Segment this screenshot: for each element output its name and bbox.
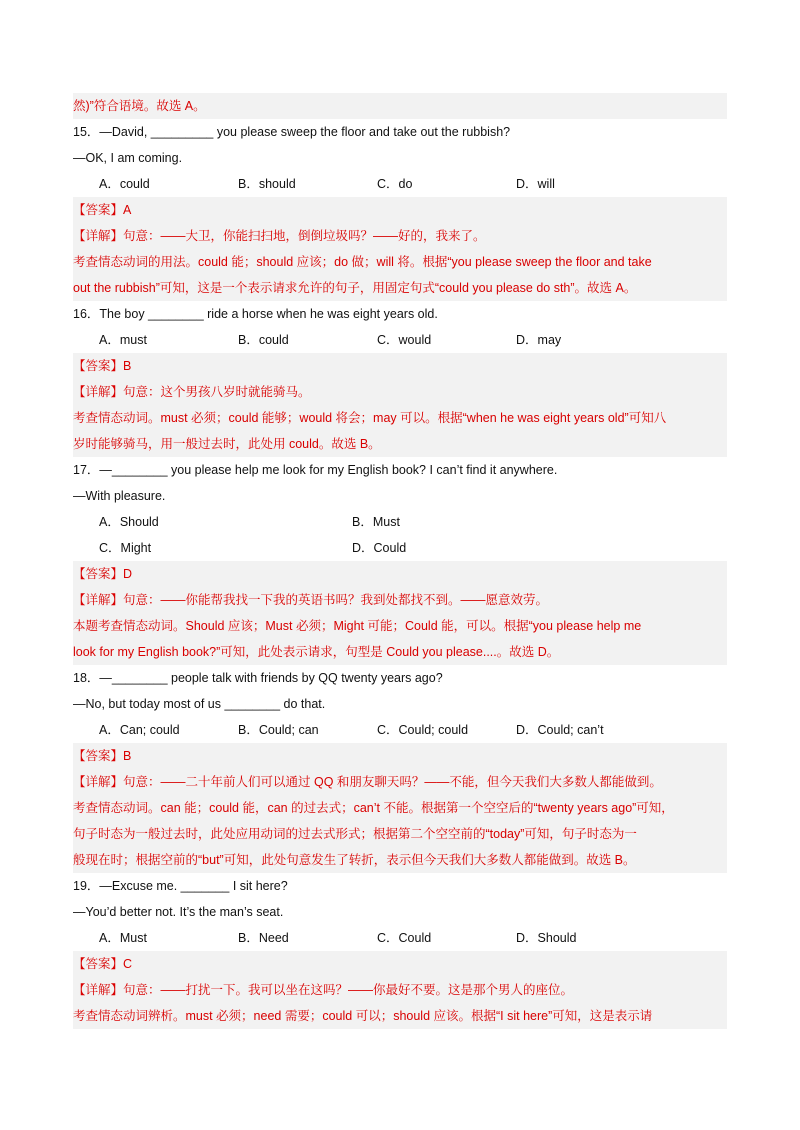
option-c: C．Could xyxy=(377,931,432,945)
option-d: D．Could; can’t xyxy=(516,723,604,737)
question-19-reply: —You’d better not. It’s the man’s seat. xyxy=(73,905,284,919)
question-17-answer: 【答案】D xyxy=(73,561,727,587)
question-16-detail-line: 【详解】句意：这个男孩八岁时就能骑马。 xyxy=(73,379,727,405)
question-15-options xyxy=(73,171,727,197)
option-a: A．Can; could xyxy=(99,723,180,737)
option-c: C．Could; could xyxy=(377,723,469,737)
question-17-detail-line: look for my English book?”可知，此处表示请求，句型是 Could you please....。故选 D。 xyxy=(73,639,727,665)
question-18-detail-line: 般现在时；根据空前的“but”可知，此处句意发生了转折，表示但今天我们大多数人都能做到。故选 B。 xyxy=(73,847,727,873)
question-17-detail-line: 本题考查情态动词。Should 应该；Must 必须；Might 可能；Could 能，可以。根据“you please help me xyxy=(73,613,727,639)
question-18-detail-line: 考查情态动词。can 能；could 能，can 的过去式；can’t 不能。根据第一个空空后的“twenty years ago”可知， xyxy=(73,795,727,821)
question-18-detail-line: 句子时态为一般过去时，此处应用动词的过去式形式；根据第二个空空前的“today”可知，句子时态为一 xyxy=(73,821,727,847)
question-16-options xyxy=(73,327,727,353)
option-d: D．will xyxy=(516,177,555,191)
document-page xyxy=(73,93,727,1029)
option-d: D．Could xyxy=(352,541,407,555)
option-a: A．could xyxy=(99,177,150,191)
question-16-detail-line: 岁时能够骑马，用一般过去时，此处用 could。故选 B。 xyxy=(73,431,727,457)
question-17-options-row-2 xyxy=(73,535,727,561)
question-18-reply: —No, but today most of us ________ do that. xyxy=(73,697,326,711)
question-18-detail-line: 【详解】句意：——二十年前人们可以通过 QQ 和朋友聊天吗？——不能，但今天我们大多数人都能做到。 xyxy=(73,769,727,795)
question-17-reply: —With pleasure. xyxy=(73,489,166,503)
option-d: D．may xyxy=(516,333,562,347)
question-19-detail-line: 考查情态动词辨析。must 必须；need 需要；could 可以；should 应该。根据“I sit here”可知，这是表示请 xyxy=(73,1003,727,1029)
question-19-answer: 【答案】C xyxy=(73,951,727,977)
question-15-detail-line: out the rubbish”可知，这是一个表示请求允许的句子，用固定句式“could you please do sth”。故选 A。 xyxy=(73,275,727,301)
previous-explanation-tail: 然)”符合语境。故选 A。 xyxy=(73,93,727,119)
question-17-detail-line: 【详解】句意：——你能帮我找一下我的英语书吗？我到处都找不到。——愿意效劳。 xyxy=(73,587,727,613)
question-15-reply: —OK, I am coming. xyxy=(73,151,183,165)
question-16-answer: 【答案】B xyxy=(73,353,727,379)
question-17: 17．—________ you please help me look for my English book? I can’t find it anywhere. xyxy=(73,463,558,477)
question-16: 16．The boy ________ ride a horse when he was eight years old. xyxy=(73,307,438,321)
question-15: 15．—David, _________ you please sweep the floor and take out the rubbish? xyxy=(73,125,511,139)
option-b: B．Need xyxy=(238,931,289,945)
option-b: B．Could; can xyxy=(238,723,319,737)
question-18-options xyxy=(73,717,727,743)
option-a: A．must xyxy=(99,333,147,347)
question-18: 18．—________ people talk with friends by QQ twenty years ago? xyxy=(73,671,443,685)
option-a: A．Must xyxy=(99,931,147,945)
question-15-detail-line: 【详解】句意：——大卫，你能扫扫地，倒倒垃圾吗？——好的，我来了。 xyxy=(73,223,727,249)
option-b: B．could xyxy=(238,333,289,347)
question-19-detail-line: 【详解】句意：——打扰一下。我可以坐在这吗？——你最好不要。这是那个男人的座位。 xyxy=(73,977,727,1003)
question-18-answer: 【答案】B xyxy=(73,743,727,769)
option-b: B．Must xyxy=(352,515,400,529)
question-19: 19．—Excuse me. _______ I sit here? xyxy=(73,879,288,893)
question-16-detail-line: 考查情态动词。must 必须；could 能够；would 将会；may 可以。根据“when he was eight years old”可知八 xyxy=(73,405,727,431)
option-c: C．Might xyxy=(99,541,152,555)
question-17-options-row-1 xyxy=(73,509,727,535)
option-a: A．Should xyxy=(99,515,159,529)
question-19-options xyxy=(73,925,727,951)
question-15-detail-line: 考查情态动词的用法。could 能；should 应该；do 做；will 将。根据“you please sweep the floor and take xyxy=(73,249,727,275)
question-15-answer: 【答案】A xyxy=(73,197,727,223)
option-c: C．do xyxy=(377,177,413,191)
option-b: B．should xyxy=(238,177,296,191)
option-d: D．Should xyxy=(516,931,577,945)
option-c: C．would xyxy=(377,333,432,347)
